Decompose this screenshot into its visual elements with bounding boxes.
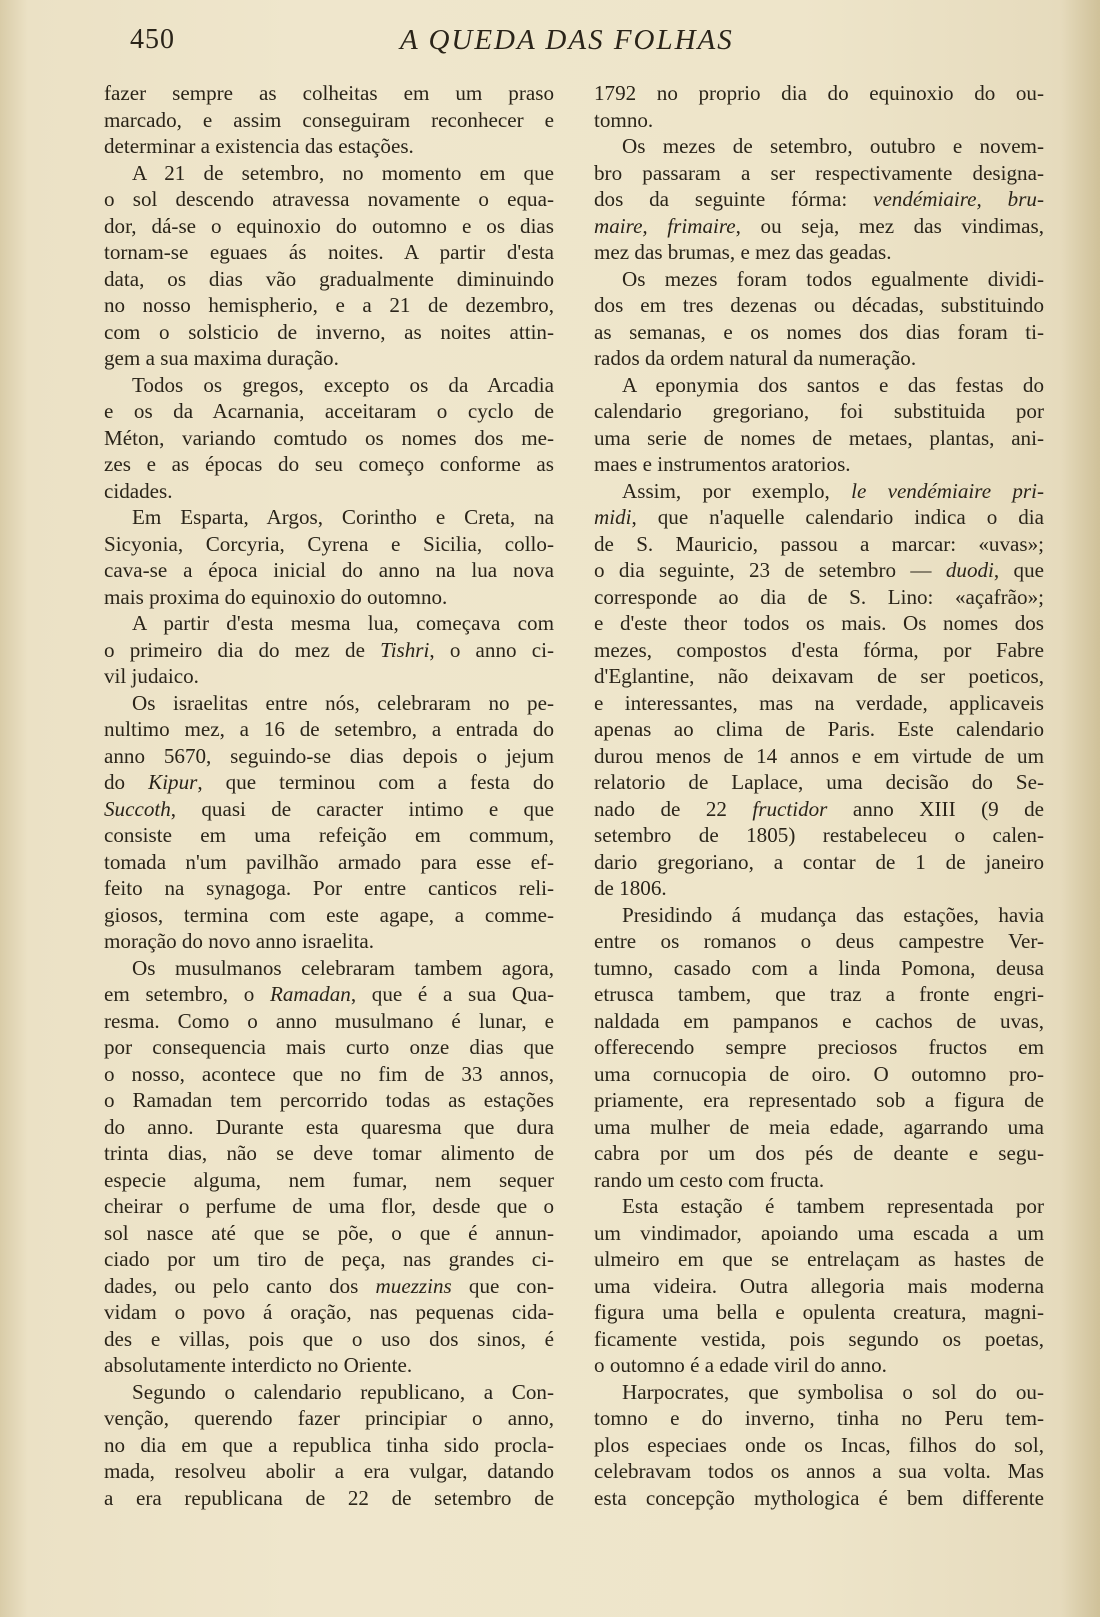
text-line: tumno, casado com a linda Pomona, deusa <box>594 955 1044 980</box>
text-line: no nosso hemispherio, e a 21 de dezembro, <box>104 293 554 317</box>
text-line: o sol descendo atravessa novamente o equa- <box>104 187 554 211</box>
text-line: por consequencia mais curto onze dias que <box>104 1035 554 1059</box>
text-line: dario gregoriano, a contar de 1 de janeiro <box>594 849 1044 874</box>
text-line: o Ramadan tem percorrido todas as estações <box>104 1088 554 1112</box>
text-line: no dia em que a republica tinha sido procla- <box>104 1432 554 1457</box>
text-line: rando um cesto com fructa. <box>594 1167 825 1192</box>
text-line: midi, que n'aquelle calendario indica o dia <box>594 505 1044 529</box>
text-line: sol nasce até que se põe, o que é annun- <box>104 1220 554 1245</box>
text-line: de 1806. <box>594 876 667 900</box>
text-line: uma serie de nomes de metaes, plantas, ani- <box>594 425 1044 450</box>
text-line: o dia seguinte, 23 de setembro — duodi, que <box>594 558 1044 582</box>
text-line: Succoth, quasi de caracter intimo e que <box>104 796 554 821</box>
text-line: as semanas, e os nomes dos dias foram ti- <box>594 319 1044 344</box>
text-line: mada, resolveu abolir a era vulgar, datando <box>104 1459 554 1483</box>
text-line: e d'este theor todos os mais. Os nomes dos <box>594 611 1044 635</box>
text-line: Harpocrates, que symbolisa o sol do ou- <box>622 1379 1044 1404</box>
text-line: dos da seguinte fórma: vendémiaire, bru- <box>594 187 1044 211</box>
text-line: marcado, e assim conseguiram reconhecer e <box>104 107 554 132</box>
text-line: com o solsticio de inverno, as noites attin- <box>104 319 554 344</box>
text-line: dades, ou pelo canto dos muezzins que con- <box>104 1273 555 1298</box>
text-line: figura uma bella e opulenta creatura, magni- <box>594 1300 1044 1324</box>
text-line: Em Esparta, Argos, Corintho e Creta, na <box>132 505 554 529</box>
text-line: maire, frimaire, ou seja, mez das vindimas, <box>594 213 1044 238</box>
text-line: uma cornucopia de oiro. O outomno pro- <box>594 1061 1044 1086</box>
text-line: 1792 no proprio dia do equinoxio do ou- <box>594 81 1044 105</box>
text-line: giosos, termina com este agape, a comme- <box>104 902 554 927</box>
text-line: corresponde ao dia de S. Lino: «açafrão»; <box>594 584 1044 609</box>
text-line: A eponymia dos santos e das festas do <box>622 372 1044 397</box>
text-line: des e villas, pois que o uso dos sinos, é <box>104 1326 554 1351</box>
text-line: setembro de 1805) restabeleceu o calen- <box>594 823 1044 847</box>
text-line: tomno. <box>594 107 654 132</box>
text-line: offerecendo sempre preciosos fructos em <box>594 1035 1044 1059</box>
text-line: absolutamente interdicto no Oriente. <box>104 1353 413 1377</box>
text-line: do Kipur, que terminou com a festa do <box>104 770 554 794</box>
text-line: d'Eglantine, não deixavam de ser poeticos, <box>594 664 1044 688</box>
text-line: entre os romanos o deus campestre Ver- <box>594 929 1044 953</box>
text-line: mais proxima do equinoxio do outomno. <box>104 584 448 609</box>
text-line: e interessantes, mas na verdade, applicaveis <box>594 690 1044 715</box>
text-line: anno 5670, seguindo-se dias depois o jejum <box>104 743 554 768</box>
text-line: determinar a existencia das estações. <box>104 134 414 158</box>
text-line: do anno. Durante esta quaresma que dura <box>104 1114 554 1139</box>
text-line: Os musulmanos celebraram tambem agora, <box>132 955 554 980</box>
text-line: Segundo o calendario republicano, a Con- <box>132 1379 554 1404</box>
text-line: mezes, compostos d'esta fórma, por Fabre <box>594 637 1044 662</box>
text-line: dor, dá-se o equinoxio do outomno e os dias <box>104 213 554 238</box>
text-line: e os da Acarnania, acceitaram o cyclo de <box>104 399 554 423</box>
text-line: moração do novo anno israelita. <box>104 929 375 953</box>
text-line: consiste em uma refeição em commum, <box>104 823 554 847</box>
text-line: durou menos de 14 annos e em virtude de um <box>594 743 1044 768</box>
text-line: cheirar o perfume de uma flor, desde que o <box>104 1194 554 1218</box>
text-line: o primeiro dia do mez de Tishri, o anno ci- <box>104 637 554 662</box>
text-line: Méton, variando comtudo os nomes dos me- <box>104 425 554 450</box>
text-line: em setembro, o Ramadan, que é a sua Qua- <box>104 982 554 1006</box>
text-line: venção, querendo fazer principiar o anno, <box>104 1406 554 1430</box>
text-line: ulmeiro em que se entrelaçam as hastes de <box>594 1247 1044 1271</box>
text-line: trinta dias, não se deve tomar alimento de <box>104 1141 554 1165</box>
page-number: 450 <box>130 24 175 55</box>
text-line: Os israelitas entre nós, celebraram no pe- <box>132 690 554 715</box>
text-line: Presidindo á mudança das estações, havia <box>622 902 1044 927</box>
text-line: uma mulher de meia edade, agarrando uma <box>594 1114 1044 1139</box>
text-line: Sicyonia, Corcyria, Cyrena e Sicilia, collo- <box>104 531 554 556</box>
text-line: o nosso, acontece que no fim de 33 annos, <box>104 1061 554 1086</box>
text-line: vil judaico. <box>104 664 199 688</box>
text-line: vidam o povo á oração, nas pequenas cida- <box>104 1300 554 1324</box>
text-line: resma. Como o anno musulmano é lunar, e <box>104 1008 554 1033</box>
text-line: uma videira. Outra allegoria mais moderna <box>594 1273 1044 1298</box>
text-line: esta concepção mythologica é bem differente <box>594 1485 1044 1510</box>
text-line: a era republicana de 22 de setembro de <box>104 1485 554 1510</box>
text-line: Os mezes foram todos egualmente dividi- <box>622 266 1044 291</box>
text-line: rados da ordem natural da numeração. <box>594 346 917 370</box>
text-line: Assim, por exemplo, le vendémiaire pri- <box>622 478 1044 503</box>
text-line: Todos os gregos, excepto os da Arcadia <box>132 372 554 397</box>
text-line: Os mezes de setembro, outubro e novem- <box>622 134 1044 158</box>
text-line: dos em tres dezenas ou décadas, substituindo <box>594 293 1044 317</box>
text-line: A 21 de setembro, no momento em que <box>132 160 554 185</box>
text-line: mez das brumas, e mez das geadas. <box>594 240 892 264</box>
text-line: tornam-se eguaes ás noites. A partir d'esta <box>104 240 554 264</box>
text-line: Esta estação é tambem representada por <box>622 1194 1044 1218</box>
page-header <box>0 24 1100 64</box>
text-line: o outomno é a edade viril do anno. <box>594 1353 887 1377</box>
text-line: tomno e do inverno, tinha no Peru tem- <box>594 1406 1044 1430</box>
text-line: naldada em pampanos e cachos de uvas, <box>594 1008 1044 1033</box>
text-line: um vindimador, apoiando uma escada a um <box>594 1220 1044 1245</box>
text-line: plos especiaes onde os Incas, filhos do sol, <box>594 1432 1044 1457</box>
text-line: calendario gregoriano, foi substituida por <box>594 399 1044 423</box>
text-line: relatorio de Laplace, uma decisão do Se- <box>594 770 1044 794</box>
left-text-column <box>104 80 554 1511</box>
text-line: cabra por um dos pés de deante e segu- <box>594 1141 1044 1165</box>
text-line: de S. Mauricio, passou a marcar: «uvas»; <box>594 531 1044 556</box>
text-line: data, os dias vão gradualmente diminuindo <box>104 266 554 291</box>
text-line: celebravam todos os annos a sua volta. Mas <box>594 1459 1044 1483</box>
text-line: feito na synagoga. Por entre canticos reli- <box>104 876 554 900</box>
text-line: bro passaram a ser respectivamente designa- <box>594 160 1044 185</box>
text-line: cava-se a época inicial do anno na lua nova <box>104 558 554 582</box>
running-title: A QUEDA DAS FOLHAS <box>400 24 734 56</box>
text-line: zes e as épocas do seu começo conforme as <box>104 452 554 476</box>
text-line: especie alguma, nem fumar, nem sequer <box>104 1167 554 1192</box>
right-text-column <box>594 80 1044 1511</box>
text-line: A partir d'esta mesma lua, começava com <box>132 611 554 635</box>
text-line: cidades. <box>104 478 173 503</box>
text-line: nado de 22 fructidor anno XIII (9 de <box>594 796 1044 821</box>
text-line: ficamente vestida, pois segundo os poetas, <box>594 1326 1044 1351</box>
text-line: ciado por um tiro de peça, nas grandes ci- <box>104 1247 554 1271</box>
text-line: nultimo mez, a 16 de setembro, a entrada do <box>104 717 554 741</box>
text-line: tomada n'um pavilhão armado para esse ef- <box>104 849 554 874</box>
text-line: maes e instrumentos aratorios. <box>594 452 851 476</box>
text-line: etrusca tambem, que traz a fronte engri- <box>594 982 1044 1006</box>
text-line: priamente, era representado sob a figura de <box>594 1088 1044 1112</box>
text-line: fazer sempre as colheitas em um praso <box>104 81 554 105</box>
text-line: apenas ao clima de Paris. Este calendario <box>594 717 1044 741</box>
text-line: gem a sua maxima duração. <box>104 346 339 370</box>
